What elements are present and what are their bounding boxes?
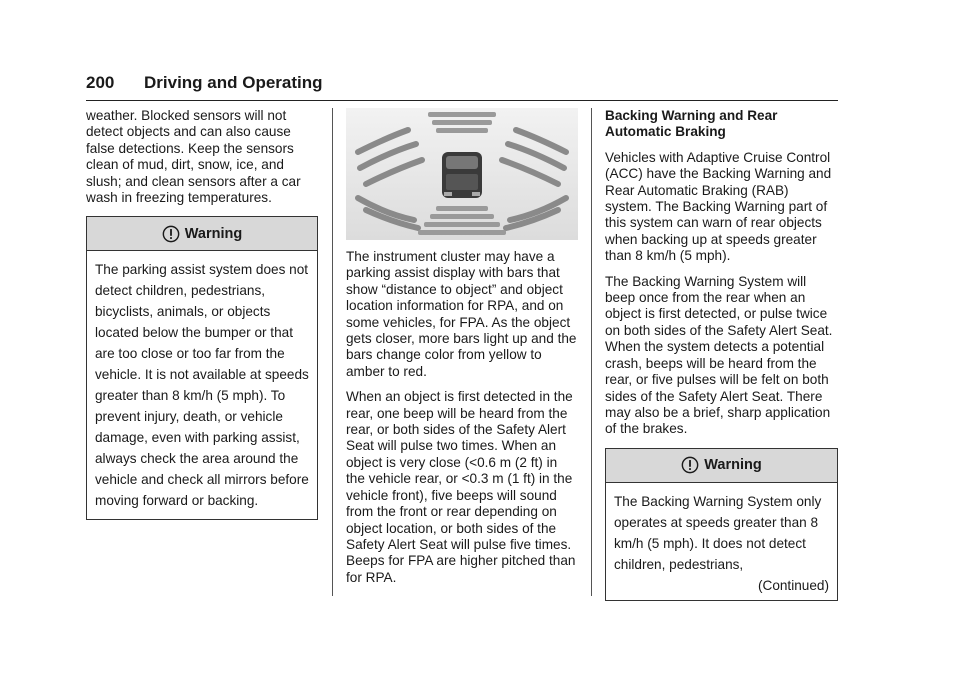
page-header	[86, 70, 838, 101]
warning-box	[86, 216, 318, 520]
column-divider	[332, 108, 333, 596]
warning-header	[87, 217, 317, 251]
warning-box	[605, 448, 838, 601]
warning-text: The Backing Warning System only operates at speeds greater than 8 km/h (5 mph). It does not detect children, pedestrians,	[614, 493, 822, 572]
warning-icon	[681, 456, 699, 474]
paragraph: When an object is first detected in the rear, one beep will be heard from the rear, or both sides of the Safety Alert Seat will pulse two times. When an object is very close (<0.6 m (2 ft) in the vehicle rear, or <0.3 m (1 ft) in the vehicle front), five beeps will sound from the front or rear depending on object location, or both sides of the Safety Alert Seat will pulse five times. Beeps for FPA are higher pitched than for RPA.	[346, 389, 576, 585]
warning-text-container	[606, 483, 837, 600]
column-divider	[591, 108, 592, 596]
subsection-heading: Backing Warning and Rear Automatic Braking	[605, 108, 778, 140]
column-2	[346, 108, 578, 595]
warning-header	[606, 449, 837, 483]
column-3	[605, 108, 838, 601]
paragraph: The Backing Warning System will beep once from the rear when an object is first detected, or pulse twice on both sides of the Safety Alert Seat. When the system detects a potential crash, beeps will be heard from the rear, or five pulses will be felt on both sides of the Safety Alert Seat. There may also be a brief, sharp application of the brakes.	[605, 273, 833, 437]
page-number: 200	[86, 73, 115, 92]
warning-icon	[162, 225, 180, 243]
paragraph: Vehicles with Adaptive Cruise Control (ACC) have the Backing Warning and Rear Automatic Braking (RAB) system. The Backing Warning part of this system can warn of rear objects when backing up at speeds greater than 8 km/h (5 mph).	[605, 149, 832, 264]
warning-title: Warning	[184, 225, 243, 242]
paragraph: The instrument cluster may have a parking assist display with bars that show “distance to object” and object location information for RPA, and on some vehicles, for FPA. As the object gets closer, more bars light up and the bars change color from yellow to amber to red.	[346, 249, 577, 379]
warning-text: The parking assist system does not detect children, pedestrians, bicyclists, animals, or objects located below the bumper or that are too close or too far from the vehicle. It is not available at speeds greater than 8 km/h (5 mph). To prevent injury, death, or vehicle damage, even with parking assist, always check the area around the vehicle and check all mirrors before moving forward or backing.	[95, 262, 309, 509]
paragraph: weather. Blocked sensors will not detect objects and can also cause false detections. Keep the sensors clean of mud, dirt, snow, ice, and slush; and clean sensors after a car wash in freezing temperatures.	[86, 108, 301, 206]
column-1	[86, 108, 318, 520]
warning-title: Warning	[704, 457, 762, 474]
section-title: Driving and Operating	[144, 73, 323, 92]
parking-assist-illustration	[346, 108, 578, 240]
continued-label: (Continued)	[757, 577, 829, 593]
